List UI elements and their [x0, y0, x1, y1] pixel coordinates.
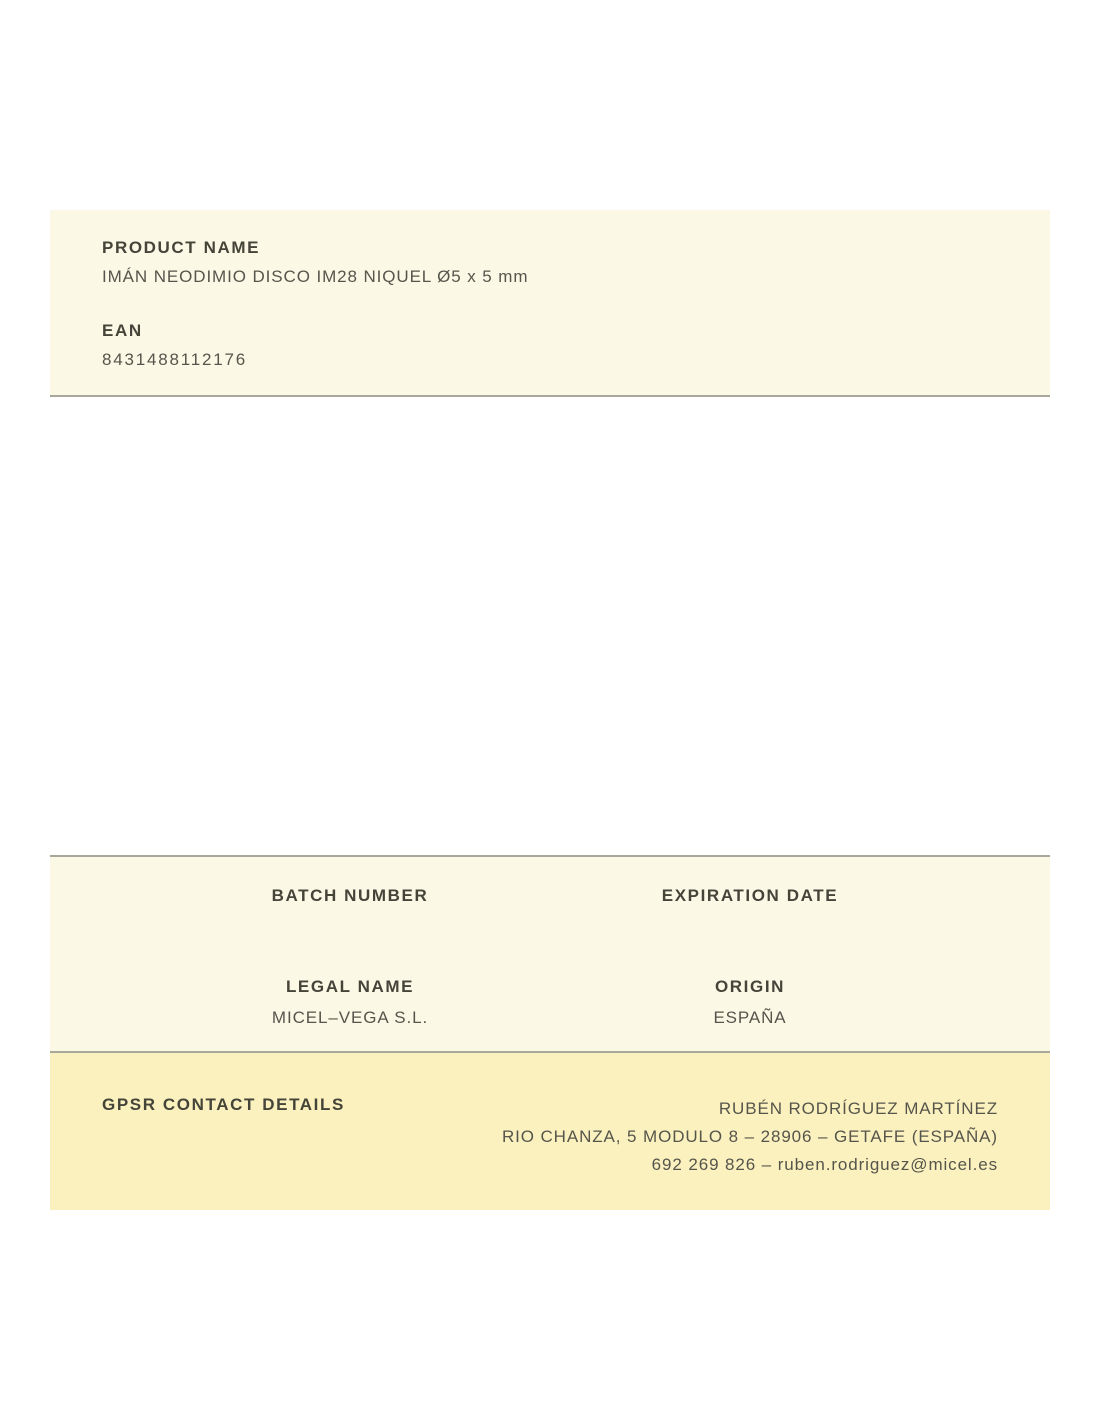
batch-number-field: [150, 885, 550, 976]
batch-details-section: [50, 855, 1050, 1053]
origin-label: ORIGIN: [714, 977, 786, 996]
product-name-field: [102, 237, 998, 288]
origin-value: ESPAÑA: [713, 1008, 787, 1027]
ean-label: EAN: [102, 321, 143, 340]
gpsr-contact-title: GPSR CONTACT DETAILS: [102, 1095, 345, 1114]
ean-value: 8431488112176: [102, 350, 248, 369]
legal-name-label: LEGAL NAME: [285, 977, 415, 996]
legal-name-field: [150, 976, 550, 1029]
expiration-date-field: [550, 885, 950, 976]
ean-field: [102, 320, 998, 371]
product-info-section: [50, 210, 1050, 397]
batch-number-label: BATCH NUMBER: [271, 886, 429, 905]
gpsr-contact-phone-email: 692 269 826 – ruben.rodriguez@micel.es: [651, 1155, 998, 1174]
origin-field: [550, 976, 950, 1029]
legal-name-value: MICEL–VEGA S.L.: [271, 1008, 429, 1027]
expiration-date-label: EXPIRATION DATE: [661, 886, 839, 905]
gpsr-contact-name: RUBÉN RODRÍGUEZ MARTÍNEZ: [718, 1099, 998, 1118]
gpsr-contact-address: RIO CHANZA, 5 MODULO 8 – 28906 – GETAFE (ESPAÑA): [501, 1127, 998, 1146]
gpsr-contact-section: [50, 1053, 1050, 1210]
product-name-label: PRODUCT NAME: [102, 238, 261, 257]
product-name-value: IMÁN NEODIMIO DISCO IM28 NIQUEL Ø5 x 5 mm: [102, 267, 529, 286]
gpsr-contact-block: [502, 1095, 998, 1179]
details-grid: [150, 885, 950, 1029]
